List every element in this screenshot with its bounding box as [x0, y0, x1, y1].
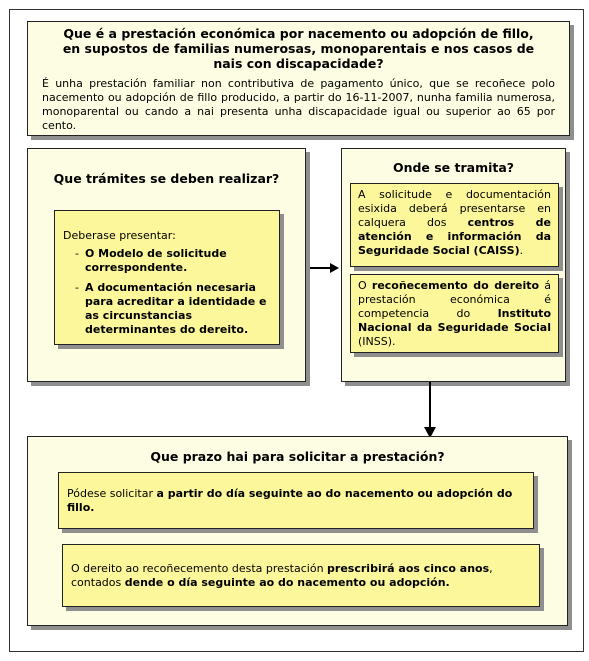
tramites-panel [27, 148, 306, 382]
onde-box-caiss: A solicitude e documentación esixida deberá presentarse en calquera dos centros de atención e información da Seguridade Social (CAISS). [350, 183, 559, 267]
header-title: Que é a prestación económica por nacemento ou adopción de fillo, en supostos de familias numerosas, monoparentais e nos casos de nais con discapacidade? [62, 26, 535, 71]
tramites-list [63, 247, 273, 337]
onde-title: Onde se tramita? [392, 160, 515, 175]
tramites-intro: Deberase presentar: [63, 229, 176, 242]
prazo-box-solicitar: Pódese solicitar a partir do día seguinte ao do nacemento ou adopción do fillo. [58, 472, 534, 529]
list-item: - O Modelo de solicitude correspondente. [75, 247, 227, 274]
prazo-panel [27, 436, 568, 626]
prazo-box-prescricion: O dereito ao recoñecemento desta prestación prescribirá aos cinco anos, contados dende o día seguinte ao do nacemento ou adopción. [62, 544, 540, 607]
arrow-down-icon [424, 382, 436, 438]
arrow-right-icon [310, 263, 339, 273]
onde-panel [341, 148, 566, 382]
tramites-title: Que trámites se deben realizar? [53, 171, 280, 186]
list-item: - A documentación necesaria para acreditar a identidade e as circunstancias determinantes do dereito. [75, 281, 267, 336]
tramites-box [54, 210, 280, 345]
prazo-title: Que prazo hai para solicitar a prestación? [150, 449, 445, 464]
header-description: É unha prestación familiar non contributiva de pagamento único, que se recoñece polo nacemento ou adopción de fillo producido, a partir do 16-11-2007, nunha familia numerosa, monoparental ou cando a nai presenta unha discapacidade igual ou superior ao 65 por cento. [42, 77, 555, 132]
onde-box-inss: O recoñecemento do dereito á prestación económica é competencia do Instituto Nacional da Seguridade Social (INSS). [350, 274, 559, 353]
header-panel [27, 21, 570, 136]
